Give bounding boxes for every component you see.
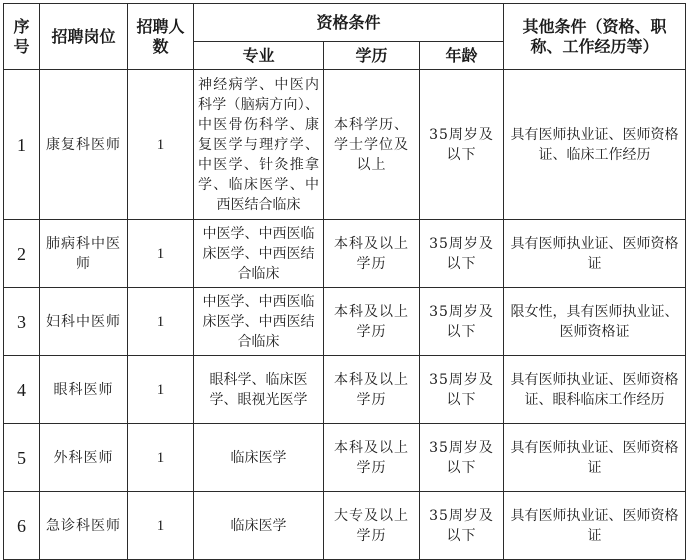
row-age: 35周岁及以下	[420, 492, 504, 560]
header-count: 招聘人数	[128, 4, 194, 70]
row-index: 5	[4, 424, 40, 492]
header-qualifications: 资格条件	[194, 4, 504, 42]
header-education: 学历	[324, 42, 420, 70]
row-other: 具有医师执业证、医师资格证、临床工作经历	[504, 70, 686, 220]
row-other: 具有医师执业证、医师资格证	[504, 220, 686, 288]
row-other: 具有医师执业证、医师资格证、眼科临床工作经历	[504, 356, 686, 424]
row-count: 1	[128, 424, 194, 492]
row-age: 35周岁及以下	[420, 424, 504, 492]
row-index: 3	[4, 288, 40, 356]
header-age: 年龄	[420, 42, 504, 70]
row-age: 35周岁及以下	[420, 356, 504, 424]
row-count: 1	[128, 220, 194, 288]
row-index: 1	[4, 70, 40, 220]
table-row	[4, 356, 686, 424]
row-education: 本科学历、学士学位及以上	[324, 70, 420, 220]
header-major: 专业	[194, 42, 324, 70]
row-position: 肺病科中医师	[40, 220, 128, 288]
row-major: 神经病学、中医内科学（脑病方向）、中医骨伤科学、康复医学与理疗学、中医学、针灸推拿学、临床医学、中西医结合临床	[194, 70, 324, 220]
row-other: 限女性，具有医师执业证、医师资格证	[504, 288, 686, 356]
row-major: 中医学、中西医临床医学、中西医结合临床	[194, 220, 324, 288]
row-age: 35周岁及以下	[420, 220, 504, 288]
row-count: 1	[128, 356, 194, 424]
row-age: 35周岁及以下	[420, 288, 504, 356]
row-index: 2	[4, 220, 40, 288]
table-row	[4, 288, 686, 356]
row-position: 急诊科医师	[40, 492, 128, 560]
row-position: 外科医师	[40, 424, 128, 492]
row-position: 妇科中医师	[40, 288, 128, 356]
table-row	[4, 70, 686, 220]
table-row	[4, 220, 686, 288]
row-major: 临床医学	[194, 424, 324, 492]
row-position: 康复科医师	[40, 70, 128, 220]
row-education: 本科及以上学历	[324, 356, 420, 424]
header-position: 招聘岗位	[40, 4, 128, 70]
recruitment-table	[3, 3, 686, 560]
row-major: 临床医学	[194, 492, 324, 560]
row-education: 本科及以上学历	[324, 288, 420, 356]
row-major: 眼科学、临床医学、眼视光医学	[194, 356, 324, 424]
row-count: 1	[128, 70, 194, 220]
row-index: 4	[4, 356, 40, 424]
table-row	[4, 424, 686, 492]
header-index: 序号	[4, 4, 40, 70]
row-age: 35周岁及以下	[420, 70, 504, 220]
row-other: 具有医师执业证、医师资格证	[504, 424, 686, 492]
row-count: 1	[128, 288, 194, 356]
row-count: 1	[128, 492, 194, 560]
row-major: 中医学、中西医临床医学、中西医结合临床	[194, 288, 324, 356]
table-row	[4, 492, 686, 560]
row-education: 本科及以上学历	[324, 424, 420, 492]
header-other: 其他条件（资格、职称、工作经历等）	[504, 4, 686, 70]
row-education: 大专及以上学历	[324, 492, 420, 560]
row-other: 具有医师执业证、医师资格证	[504, 492, 686, 560]
row-position: 眼科医师	[40, 356, 128, 424]
row-index: 6	[4, 492, 40, 560]
row-education: 本科及以上学历	[324, 220, 420, 288]
